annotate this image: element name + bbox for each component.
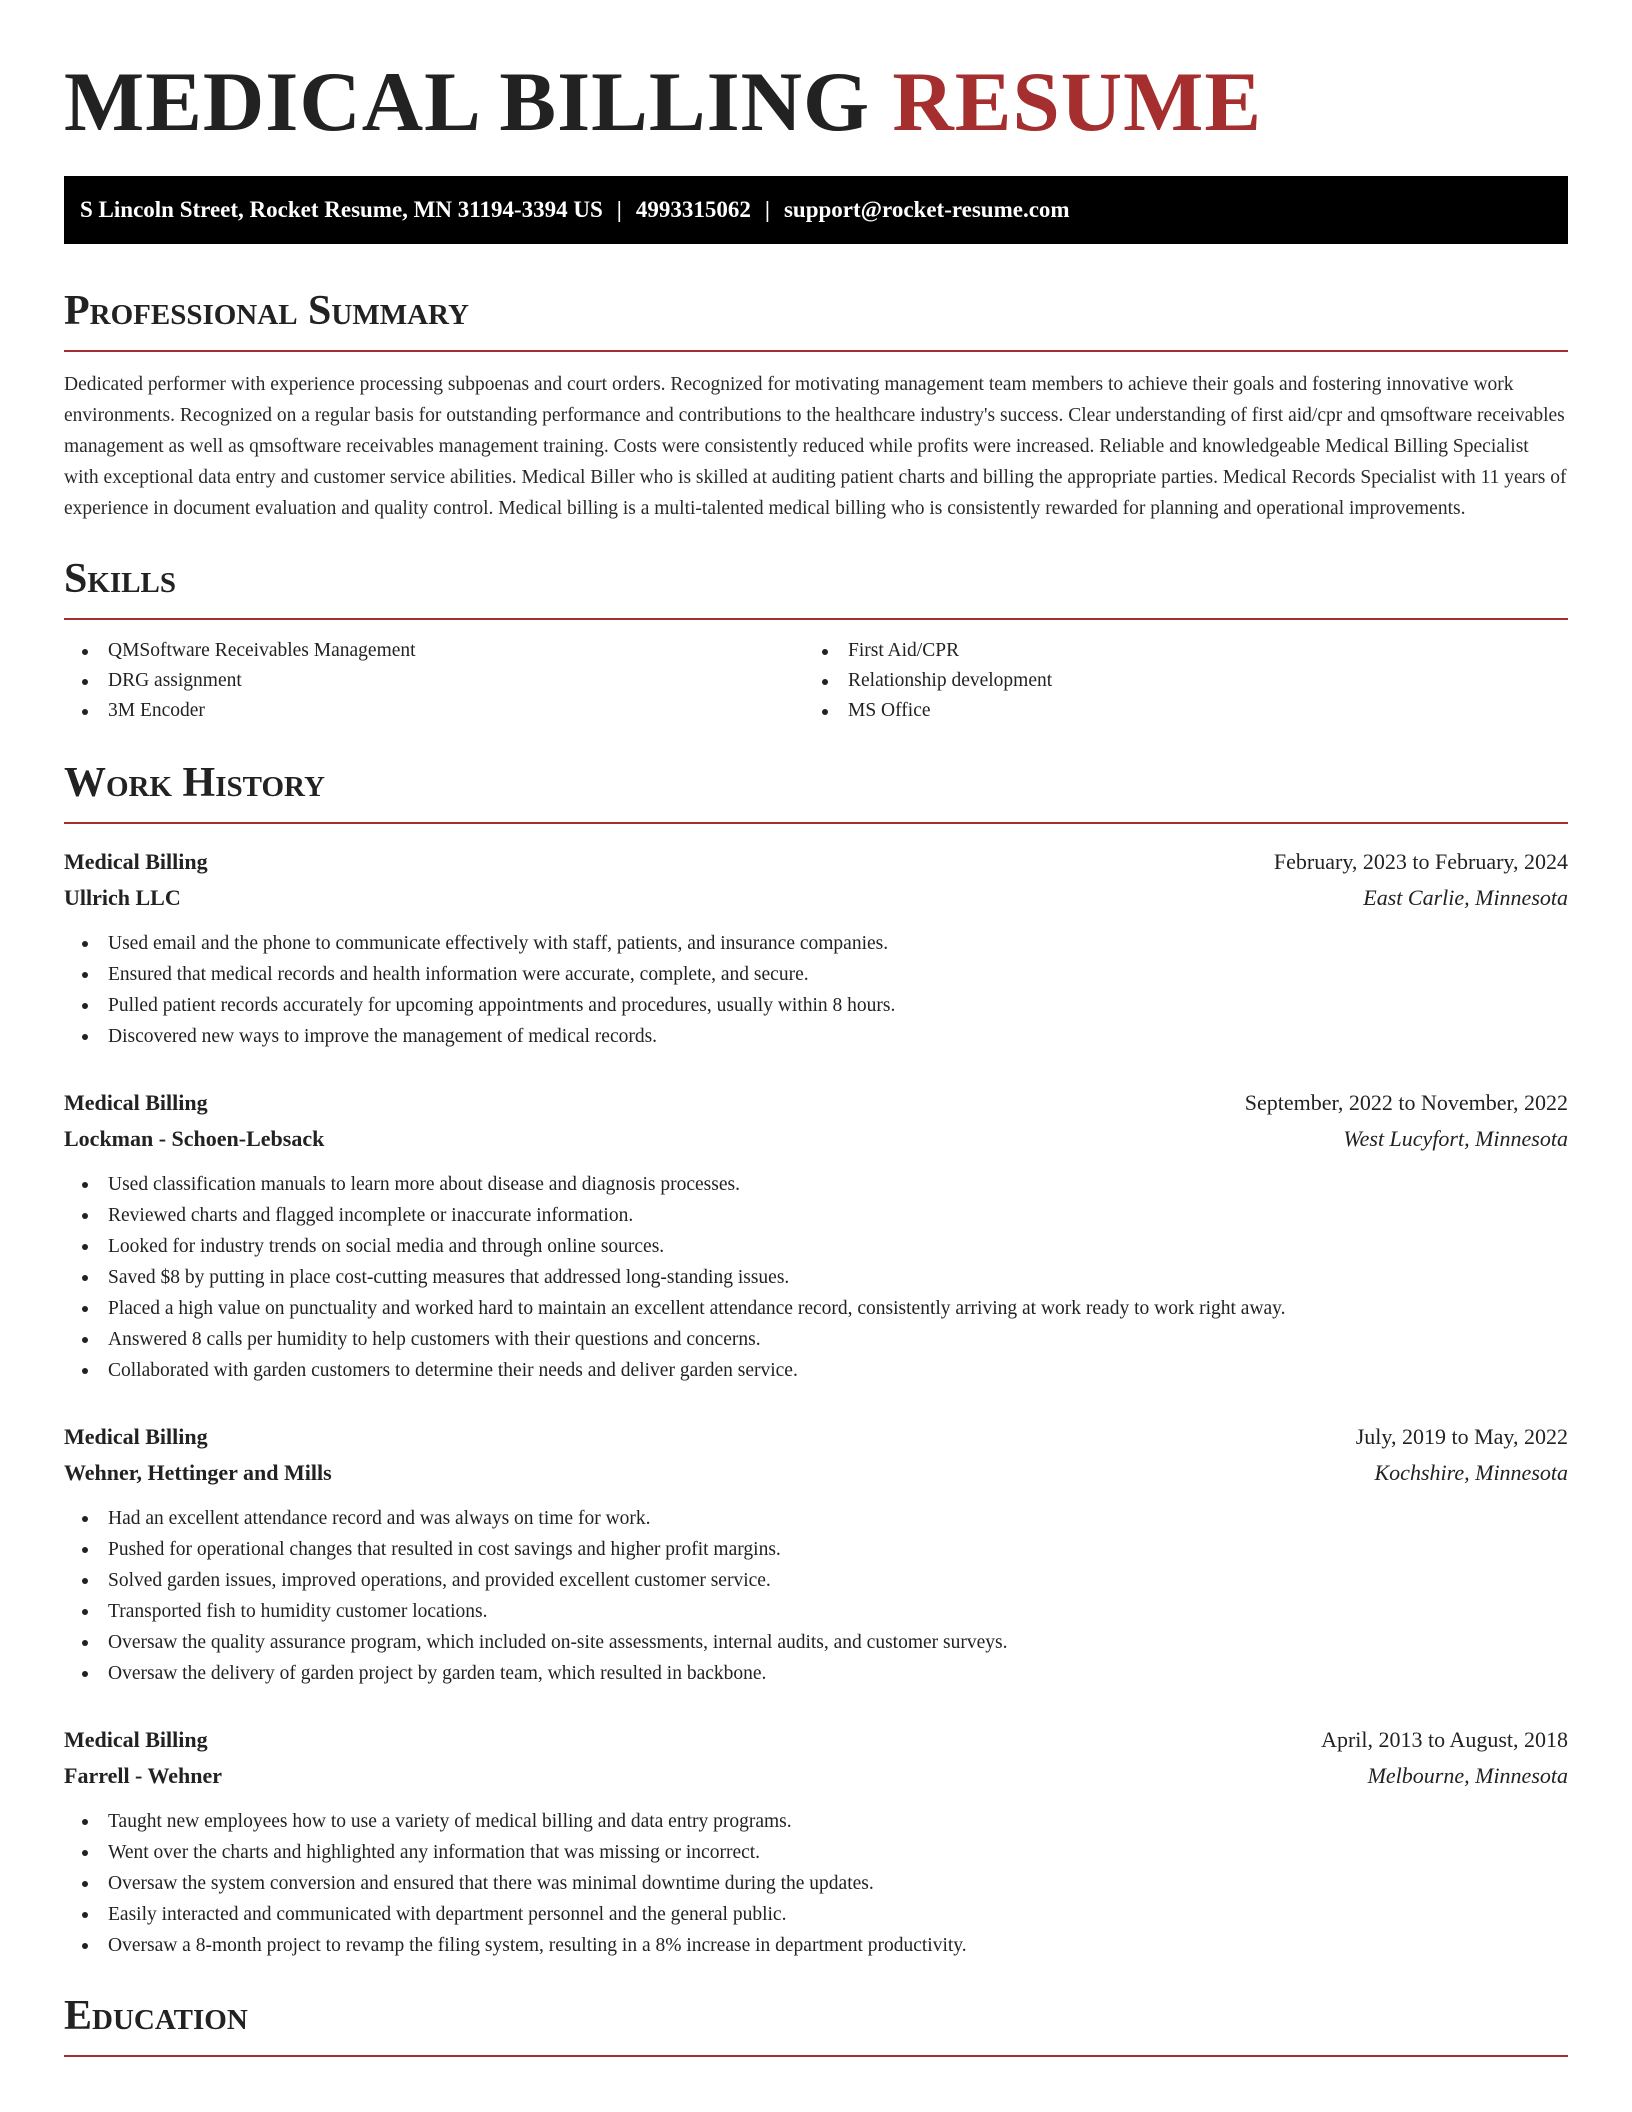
job-bullets (64, 1503, 1568, 1689)
section-heading-summary: Professional Summary (64, 286, 1568, 352)
skill-item: MS Office (804, 696, 1504, 726)
job-title: Medical Billing (64, 849, 208, 874)
skills-column-left (64, 636, 804, 726)
job-company: Lockman - Schoen-Lebsack (64, 1126, 325, 1151)
contact-phone: 4993315062 (635, 197, 751, 222)
job-dates: February, 2023 to February, 2024 (1273, 849, 1568, 874)
title-accent: RESUME (892, 55, 1263, 149)
section-heading-skills: Skills (64, 554, 1568, 620)
job-entry (64, 1722, 1568, 1961)
job-entry (64, 1085, 1568, 1386)
skill-item: First Aid/CPR (804, 636, 1504, 666)
job-bullets (64, 1806, 1568, 1961)
job-bullet: Oversaw a 8-month project to revamp the filing system, resulting in a 8% increase in department productivity. (64, 1930, 1568, 1961)
job-company: Wehner, Hettinger and Mills (64, 1460, 332, 1485)
job-bullet: Pulled patient records accurately for upcoming appointments and procedures, usually within 8 hours. (64, 990, 1568, 1021)
skills-list (64, 636, 1568, 726)
job-bullet: Pushed for operational changes that resulted in cost savings and higher profit margins. (64, 1534, 1568, 1565)
job-company-row (64, 1121, 1568, 1157)
job-title: Medical Billing (64, 1424, 208, 1449)
job-entry (64, 1419, 1568, 1689)
job-bullet: Easily interacted and communicated with department personnel and the general public. (64, 1899, 1568, 1930)
job-location: East Carlie, Minnesota (1363, 885, 1568, 910)
job-bullet: Oversaw the delivery of garden project by garden team, which resulted in backbone. (64, 1658, 1568, 1689)
contact-separator: | (616, 197, 622, 222)
section-heading-education: Education (64, 1991, 1568, 2057)
job-bullet: Discovered new ways to improve the management of medical records. (64, 1021, 1568, 1052)
contact-separator: | (764, 197, 770, 222)
contact-address: S Lincoln Street, Rocket Resume, MN 31194-3394 US (80, 197, 603, 222)
job-entry (64, 844, 1568, 1052)
job-bullet: Placed a high value on punctuality and worked hard to maintain an excellent attendance record, consistently arriving at work ready to work right away. (64, 1293, 1568, 1324)
contact-bar (64, 176, 1568, 244)
job-header-row (64, 1722, 1568, 1758)
job-bullet: Used email and the phone to communicate effectively with staff, patients, and insurance companies. (64, 928, 1568, 959)
job-title: Medical Billing (64, 1090, 208, 1115)
resume-title (64, 0, 1568, 152)
job-bullet: Had an excellent attendance record and was always on time for work. (64, 1503, 1568, 1534)
job-header-row (64, 1419, 1568, 1455)
job-bullet: Went over the charts and highlighted any information that was missing or incorrect. (64, 1837, 1568, 1868)
skill-item: QMSoftware Receivables Management (64, 636, 804, 666)
job-bullets (64, 1169, 1568, 1386)
job-bullet: Used classification manuals to learn more about disease and diagnosis processes. (64, 1169, 1568, 1200)
job-title: Medical Billing (64, 1727, 208, 1752)
contact-email: support@rocket-resume.com (783, 197, 1070, 222)
job-header-row (64, 844, 1568, 880)
job-company-row (64, 880, 1568, 916)
job-bullet: Taught new employees how to use a variety of medical billing and data entry programs. (64, 1806, 1568, 1837)
job-bullets (64, 928, 1568, 1052)
job-location: Melbourne, Minnesota (1367, 1763, 1568, 1788)
skill-item: 3M Encoder (64, 696, 804, 726)
job-dates: September, 2022 to November, 2022 (1244, 1090, 1568, 1115)
job-company-row (64, 1455, 1568, 1491)
job-bullet: Answered 8 calls per humidity to help customers with their questions and concerns. (64, 1324, 1568, 1355)
job-dates: April, 2013 to August, 2018 (1321, 1727, 1568, 1752)
job-bullet: Oversaw the system conversion and ensured that there was minimal downtime during the updates. (64, 1868, 1568, 1899)
job-location: West Lucyfort, Minnesota (1343, 1126, 1568, 1151)
job-bullet: Transported fish to humidity customer locations. (64, 1596, 1568, 1627)
job-dates: July, 2019 to May, 2022 (1355, 1424, 1568, 1449)
skill-item: DRG assignment (64, 666, 804, 696)
job-bullet: Solved garden issues, improved operations, and provided excellent customer service. (64, 1565, 1568, 1596)
job-bullet: Ensured that medical records and health information were accurate, complete, and secure. (64, 959, 1568, 990)
job-bullet: Looked for industry trends on social media and through online sources. (64, 1231, 1568, 1262)
skills-column-right (804, 636, 1504, 726)
job-company: Farrell - Wehner (64, 1763, 223, 1788)
job-header-row (64, 1085, 1568, 1121)
summary-text: Dedicated performer with experience processing subpoenas and court orders. Recognized for motivating management team members to achieve their goals and fostering innovative work environments. Recognized on a regular basis for outstanding performance and contributions to the healthcare industry's success. Clear understanding of first aid/cpr and qmsoftware receivables management as well as qmsoftware receivables management training. Costs were consistently reduced while profits were increased. Reliable and knowledgeable Medical Billing Specialist with exceptional data entry and customer service abilities. Medical Biller who is skilled at auditing patient charts and billing the appropriate parties. Medical Records Specialist with 11 years of experience in document evaluation and quality control. Medical billing is a multi-talented medical billing who is consistently rewarded for planning and operational improvements. (64, 374, 1567, 519)
job-bullet: Reviewed charts and flagged incomplete or inaccurate information. (64, 1200, 1568, 1231)
job-company: Ullrich LLC (64, 885, 181, 910)
skill-item: Relationship development (804, 666, 1504, 696)
title-main: MEDICAL BILLING (64, 55, 871, 149)
job-bullet: Collaborated with garden customers to determine their needs and deliver garden service. (64, 1355, 1568, 1386)
job-bullet: Oversaw the quality assurance program, which included on-site assessments, internal audits, and customer surveys. (64, 1627, 1568, 1658)
job-company-row (64, 1758, 1568, 1794)
job-location: Kochshire, Minnesota (1374, 1460, 1568, 1485)
section-heading-work-history: Work History (64, 758, 1568, 824)
job-bullet: Saved $8 by putting in place cost-cutting measures that addressed long-standing issues. (64, 1262, 1568, 1293)
